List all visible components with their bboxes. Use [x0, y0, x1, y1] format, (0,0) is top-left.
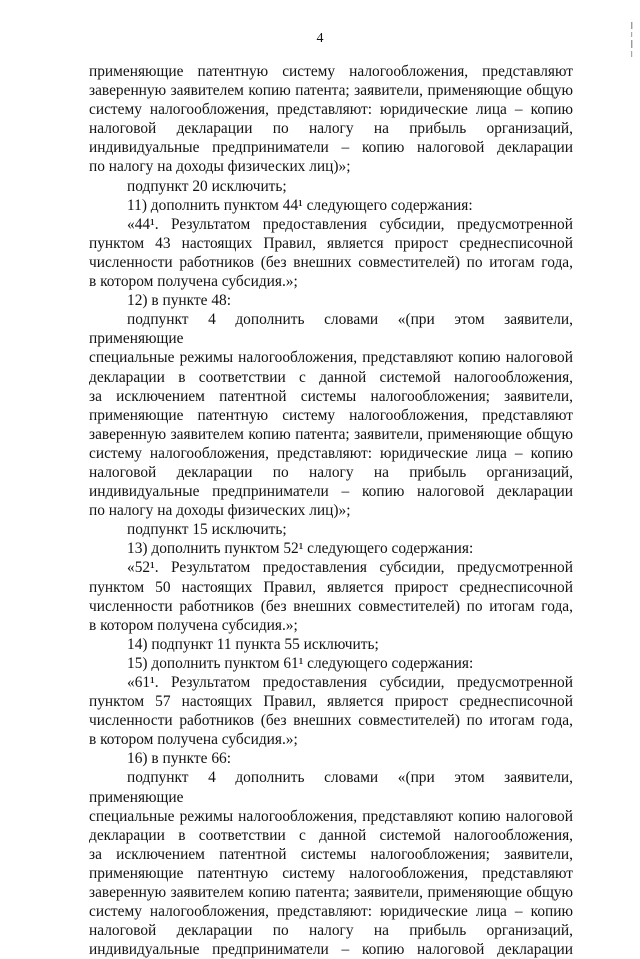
text-line: за исключением патентной системы налогообложения; заявители,: [89, 845, 573, 863]
text-line: «52¹. Результатом предоставления субсидии, предусмотренной: [127, 559, 573, 577]
text-line: 15) дополнить пунктом 61¹ следующего содержания:: [127, 654, 474, 672]
document-body: [89, 62, 573, 959]
text-line: налоговой декларации по налогу на прибыль организаций,: [89, 922, 573, 940]
text-line: численности работников (без внешних совместителей) по итогам года,: [89, 253, 573, 271]
text-line: индивидуальные предприниматели – копию налоговой декларации: [89, 483, 573, 501]
text-line: в котором получена субсидия.»;: [89, 273, 298, 291]
page-number: 4: [316, 31, 324, 46]
text-line: систему налогообложения, представляют: юридические лица – копию: [89, 903, 573, 921]
text-line: численности работников (без внешних совместителей) по итогам года,: [89, 712, 573, 730]
text-line: пунктом 50 настоящих Правил, является прирост среднесписочной: [89, 578, 573, 596]
text-line: налоговой декларации по налогу на прибыль организаций,: [89, 463, 573, 481]
text-line: декларации в соответствии с данной системой налогообложения,: [89, 826, 573, 844]
text-line: индивидуальные предприниматели – копию налоговой декларации: [89, 139, 573, 157]
text-line: по налогу на доходы физических лиц)»;: [89, 502, 351, 520]
text-line: декларации в соответствии с данной системой налогообложения,: [89, 368, 573, 386]
text-line: численности работников (без внешних совместителей) по итогам года,: [89, 597, 573, 615]
text-line: 13) дополнить пунктом 52¹ следующего содержания:: [127, 540, 474, 558]
text-line: систему налогообложения, представляют: юридические лица – копию: [89, 101, 573, 119]
text-line: пунктом 57 настоящих Правил, является прирост среднесписочной: [89, 693, 573, 711]
scan-margin-marks: [628, 22, 636, 62]
text-line: индивидуальные предприниматели – копию налоговой декларации: [89, 941, 573, 959]
text-line: заверенную заявителем копию патента; заявители, применяющие общую: [89, 82, 573, 100]
text-line: заверенную заявителем копию патента; заявители, применяющие общую: [89, 425, 573, 443]
text-line: 14) подпункт 11 пункта 55 исключить;: [127, 635, 379, 653]
text-line: применяющие патентную систему налогообложения, представляют: [89, 864, 573, 882]
text-line: 16) в пункте 66:: [127, 750, 231, 768]
text-line: систему налогообложения, представляют: юридические лица – копию: [89, 444, 573, 462]
text-line: по налогу на доходы физических лиц)»;: [89, 158, 351, 176]
text-line: «61¹. Результатом предоставления субсидии, предусмотренной: [127, 674, 573, 691]
text-line: «44¹. Результатом предоставления субсидии, предусмотренной: [127, 215, 573, 233]
text-line: 11) дополнить пунктом 44¹ следующего содержания:: [127, 196, 473, 214]
text-line: налоговой декларации по налогу на прибыль организаций,: [89, 120, 573, 138]
text-line: подпункт 20 исключить;: [127, 177, 287, 195]
text-line: в котором получена субсидия.»;: [89, 616, 298, 634]
text-line: пунктом 43 настоящих Правил, является прирост среднесписочной: [89, 234, 573, 252]
text-line: 12) в пункте 48:: [127, 292, 231, 310]
text-line: специальные режимы налогообложения, представляют копию налоговой: [89, 349, 573, 367]
text-line: специальные режимы налогообложения, представляют копию налоговой: [89, 807, 573, 825]
text-line: применяющие патентную систему налогообложения, представляют: [89, 406, 573, 424]
text-line: подпункт 4 дополнить словами «(при этом заявители, применяющие: [89, 311, 573, 348]
text-line: применяющие патентную систему налогообложения, представляют: [89, 63, 573, 80]
text-line: подпункт 15 исключить;: [127, 521, 287, 539]
text-line: подпункт 4 дополнить словами «(при этом заявители, применяющие: [89, 769, 573, 806]
text-line: заверенную заявителем копию патента; заявители, применяющие общую: [89, 884, 573, 902]
text-line: в котором получена субсидия.»;: [89, 731, 298, 749]
text-line: за исключением патентной системы налогообложения; заявители,: [89, 387, 573, 405]
